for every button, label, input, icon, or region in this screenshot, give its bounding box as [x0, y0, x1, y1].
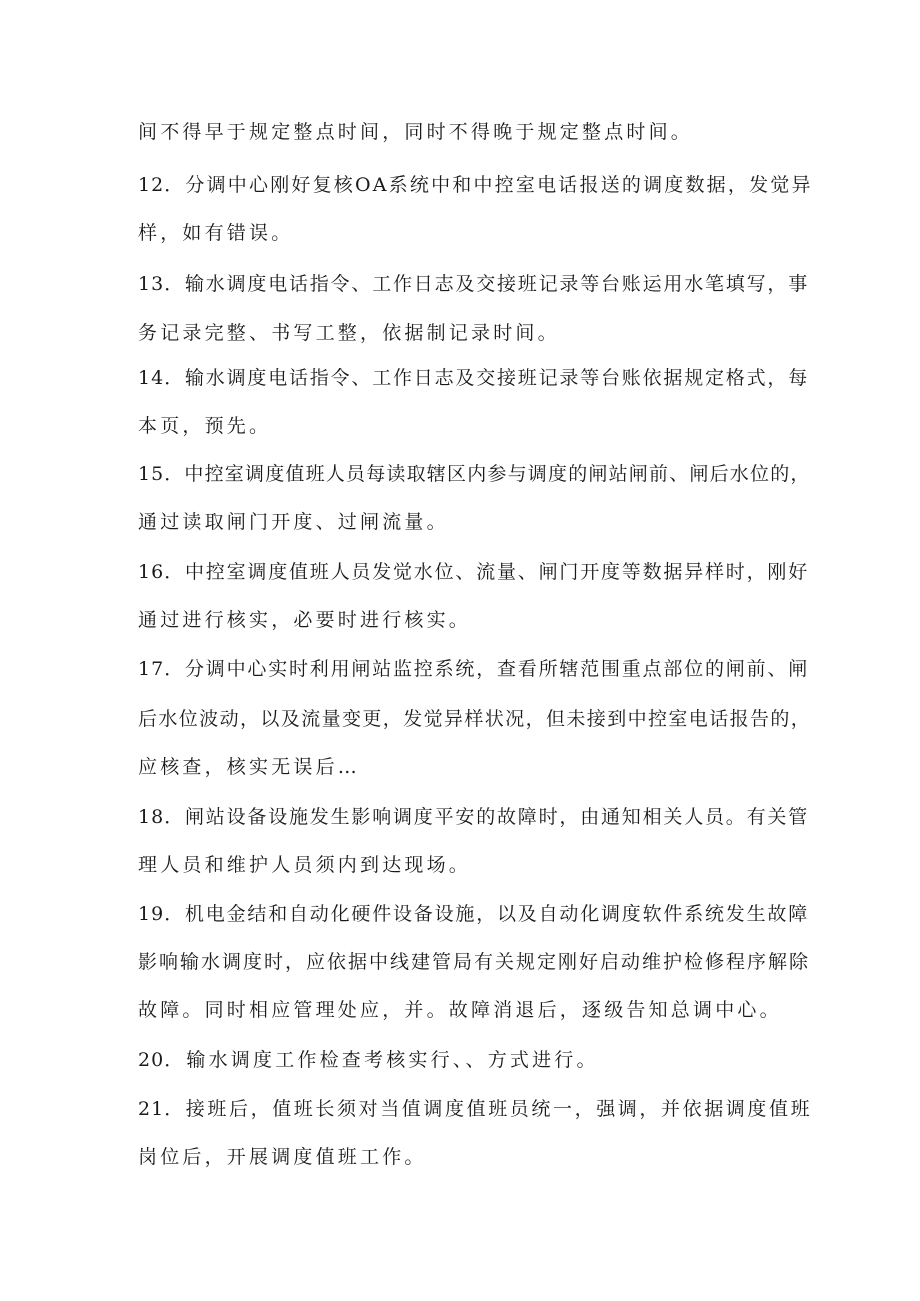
item-number: 18	[138, 806, 165, 828]
text-line-1	[138, 120, 808, 144]
line-text: 通过读取闸门开度、过闸流量。	[138, 511, 449, 533]
item-number: 20	[138, 1049, 165, 1071]
line-text: 影响输水调度时，应依据中线建管局有关规定刚好启动维护检修程序解除	[138, 951, 811, 973]
line-text: ．输水调度工作检查考核实行、、方式进行。	[164, 1049, 599, 1071]
line-text: ．输水调度电话指令、工作日志及交接班记录等台账依据规定格式，每	[164, 367, 809, 389]
item-number: 13	[138, 273, 165, 295]
text-line-11	[138, 608, 808, 632]
text-line-21	[138, 1097, 813, 1121]
item-number: 17	[138, 658, 165, 680]
line-text: ．闸站设备设施发生影响调度平安的故障时，由通知相关人员。有关管	[164, 806, 809, 828]
line-text: ．中控室调度值班人员每读取辖区内参与调度的闸站闸前、闸后水位的，	[164, 463, 811, 485]
text-line-17	[138, 902, 808, 926]
text-line-22	[138, 1145, 808, 1169]
text-line-5	[138, 321, 808, 345]
line-text: ．接班后，值班长须对当值调度值班员统一，强调，并依据调度值班	[164, 1098, 813, 1120]
text-line-13	[138, 707, 812, 731]
line-text: 间不得早于规定整点时间，同时不得晚于规定整点时间。	[138, 121, 694, 143]
item-number: 16	[138, 561, 165, 583]
text-line-16	[138, 853, 808, 877]
text-line-15	[138, 805, 808, 829]
line-text: ．中控室调度值班人员发觉水位、流量、闸门开度等数据异样时，刚好	[164, 561, 809, 583]
line-text: 应核查，核实无误后…	[138, 756, 361, 778]
line-text: 故障。同时相应管理处应，并。故障消退后，逐级告知总调中心。	[138, 999, 782, 1021]
line-text: 理人员和维护人员须内到达现场。	[138, 854, 472, 876]
line-text: 样，如有错误。	[138, 222, 294, 244]
text-line-6	[138, 366, 808, 390]
item-number: 14	[138, 367, 165, 389]
text-line-8	[138, 462, 811, 486]
item-number: 19	[138, 903, 165, 925]
text-line-18	[138, 950, 811, 974]
text-line-2	[138, 173, 813, 197]
line-text: 务记录完整、书写工整，依据制记录时间。	[138, 322, 560, 344]
text-line-20	[138, 1048, 808, 1072]
line-text: 岗位后，开展调度值班工作。	[138, 1146, 427, 1168]
line-text: 通过进行核实，必要时进行核实。	[138, 609, 472, 631]
line-text: 后水位波动，以及流量变更，发觉异样状况，但未接到中控室电话报告的，	[138, 708, 812, 730]
text-line-3	[138, 221, 808, 245]
text-line-12	[138, 657, 808, 681]
line-text: ．机电金结和自动化硬件设备设施，以及自动化调度软件系统发生故障	[164, 903, 809, 925]
text-line-10	[138, 560, 808, 584]
line-text: ．分调中心实时利用闸站监控系统，查看所辖范围重点部位的闸前、闸	[164, 658, 809, 680]
item-number: 12	[138, 174, 165, 196]
line-text: ．分调中心刚好复核OA系统中和中控室电话报送的调度数据，发觉异	[164, 174, 813, 196]
item-number: 21	[138, 1098, 165, 1120]
text-line-19	[138, 998, 808, 1022]
text-line-9	[138, 510, 808, 534]
line-text: ．输水调度电话指令、工作日志及交接班记录等台账运用水笔填写，事	[164, 273, 809, 295]
text-line-4	[138, 272, 808, 296]
line-text: 本页，预先。	[138, 415, 272, 437]
text-line-14	[138, 755, 808, 779]
text-line-7	[138, 414, 808, 438]
item-number: 15	[138, 463, 165, 485]
